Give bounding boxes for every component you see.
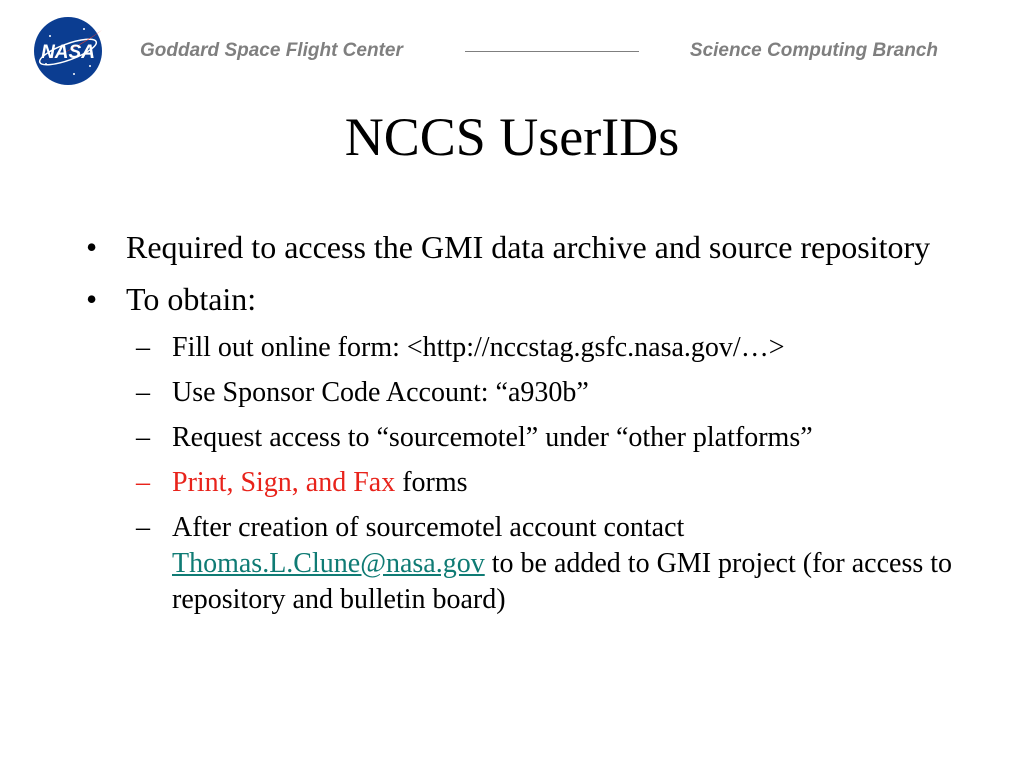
bullet-item xyxy=(86,226,966,268)
email-link[interactable]: Thomas.L.Clune@nasa.gov xyxy=(172,548,485,579)
sub-bullet-item xyxy=(126,330,966,366)
sub-bullet-item xyxy=(126,420,966,456)
print-sign-fax-highlight: Print, Sign, and Fax xyxy=(172,467,396,498)
nasa-logo-icon xyxy=(24,14,112,88)
header-right-text: Science Computing Branch xyxy=(689,40,938,61)
sub-bullet-item xyxy=(126,375,966,411)
dash-icon: – xyxy=(136,512,150,543)
bullet-dot-icon: • xyxy=(86,281,98,317)
bullet-text: Required to access the GMI data archive and source repository xyxy=(126,229,931,265)
header-left-text: Goddard Space Flight Center xyxy=(140,40,403,61)
sub-bullet-item xyxy=(126,465,966,501)
sub-bullet-item xyxy=(126,510,966,618)
dash-icon: – xyxy=(136,377,150,408)
slide-title: NCCS UserIDs xyxy=(344,107,680,167)
sub-bullet-text: to be added to GMI project (for access to repository and bulletin board) xyxy=(172,548,953,615)
slide-content xyxy=(86,226,966,627)
sub-bullet-text: Fill out online form: <http://nccstag.gsfc.nasa.gov/…> xyxy=(172,332,785,363)
slide-header xyxy=(0,0,1024,100)
dash-icon: – xyxy=(136,332,150,363)
sub-bullet-text: Use Sponsor Code Account: “a930b” xyxy=(172,377,589,408)
bullet-dot-icon: • xyxy=(86,229,98,265)
sub-bullet-text: After creation of sourcemotel account contact xyxy=(172,512,685,543)
nasa-logo-text: NASA xyxy=(41,42,95,63)
header-divider-line xyxy=(465,51,639,52)
bullet-text: To obtain: xyxy=(126,281,257,317)
dash-icon: – xyxy=(136,467,150,498)
bullet-item xyxy=(86,278,966,320)
sub-bullet-text: forms xyxy=(395,467,468,498)
sub-bullet-text: Request access to “sourcemotel” under “other platforms” xyxy=(172,422,813,453)
dash-icon: – xyxy=(136,422,150,453)
